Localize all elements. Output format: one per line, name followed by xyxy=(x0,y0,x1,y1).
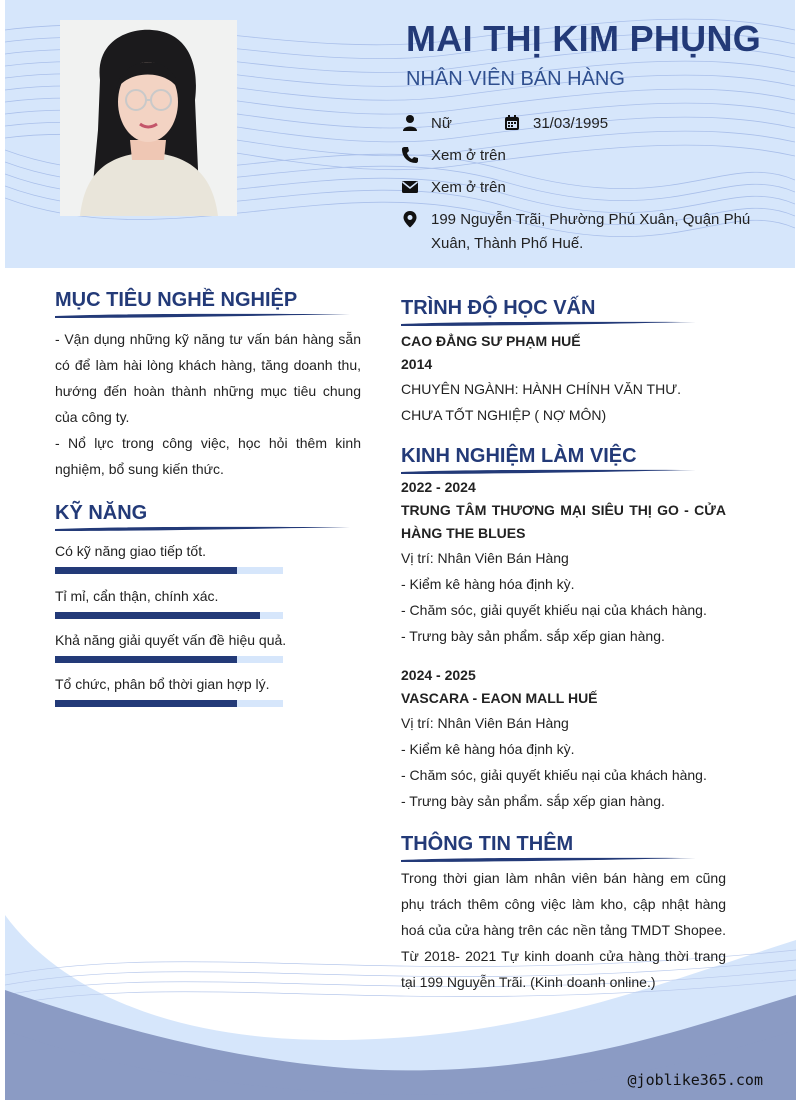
job-position: Vị trí: Nhân Viên Bán Hàng xyxy=(401,715,569,731)
experience-underline xyxy=(401,467,696,475)
phone-row xyxy=(401,144,651,168)
skill-bar-fill xyxy=(55,700,237,707)
job-position: Vị trí: Nhân Viên Bán Hàng xyxy=(401,550,569,566)
job-company: VASCARA - EAON MALL HUẾ xyxy=(401,690,598,706)
additional-underline xyxy=(401,855,696,863)
objective-text xyxy=(55,326,361,482)
skill-bar xyxy=(55,656,283,663)
skill-item xyxy=(55,543,295,559)
job-duty: - Trưng bày sản phẩm. sắp xếp gian hàng. xyxy=(401,628,665,644)
objective-paragraph-1: - Vận dụng những kỹ năng tư vấn bán hàng sẵn có để làm hài lòng khách hàng, tăng doanh thu, hướng đến hoàn thành những mục tiêu chung của công ty. xyxy=(55,331,361,425)
candidate-name: MAI THỊ KIM PHỤNG xyxy=(406,18,762,59)
email-row xyxy=(401,176,651,200)
experience-heading: KINH NGHIỆM LÀM VIỆC xyxy=(401,445,637,467)
skill-bar-fill xyxy=(55,656,237,663)
skills-underline xyxy=(55,524,350,532)
candidate-job-title: NHÂN VIÊN BÁN HÀNG xyxy=(406,68,625,90)
skill-bar xyxy=(55,567,283,574)
education-heading: TRÌNH ĐỘ HỌC VẤN xyxy=(401,297,596,319)
additional-text: Trong thời gian làm nhân viên bán hàng em cũng phụ trách thêm công việc làm kho, cập nhật hàng hoá của cửa hàng trên các nền tảng TMDT Shopee. Từ 2018- 2021 Tự kinh doanh cửa hàng thời trang tại 199 Nguyễn Trãi. (Kinh doanh online.) xyxy=(401,870,726,990)
skill-item xyxy=(55,676,295,692)
objective-heading: MỤC TIÊU NGHỀ NGHIỆP xyxy=(55,289,298,311)
birthday-row xyxy=(503,112,643,136)
address-value xyxy=(431,208,776,256)
profile-photo xyxy=(60,20,237,216)
skills-heading: KỸ NĂNG xyxy=(55,502,148,524)
job-duty: - Kiểm kê hàng hóa định kỳ. xyxy=(401,576,575,592)
skill-label: Khả năng giải quyết vấn đề hiệu quả. xyxy=(55,632,287,648)
skill-label: Có kỹ năng giao tiếp tốt. xyxy=(55,543,206,559)
education-year: 2014 xyxy=(401,356,433,372)
watermark: @joblike365.com xyxy=(627,1071,763,1089)
education-underline xyxy=(401,319,696,327)
skill-bar-fill xyxy=(55,612,260,619)
address-line-2: Xuân, Thành Phố Huế. xyxy=(431,235,584,252)
skill-item xyxy=(55,588,295,604)
job-company: TRUNG TÂM THƯƠNG MẠI SIÊU THỊ GO - CỬA HÀNG THE BLUES xyxy=(401,502,726,541)
job-duty: - Chăm sóc, giải quyết khiếu nại của khách hàng. xyxy=(401,767,707,783)
gender-row xyxy=(401,112,511,136)
birthday-value: 31/03/1995 xyxy=(533,115,609,132)
job-duty: - Chăm sóc, giải quyết khiếu nại của khách hàng. xyxy=(401,602,707,618)
education-block xyxy=(401,330,731,428)
email-value: Xem ở trên xyxy=(431,179,506,196)
skill-label: Tỉ mỉ, cẩn thận, chính xác. xyxy=(55,588,219,604)
job-duty: - Trưng bày sản phẩm. sắp xếp gian hàng. xyxy=(401,793,665,809)
skill-bar-fill xyxy=(55,567,237,574)
objective-underline xyxy=(55,311,350,319)
experience-item xyxy=(401,476,726,649)
job-period: 2024 - 2025 xyxy=(401,667,476,683)
education-school: CAO ĐẲNG SƯ PHẠM HUẾ xyxy=(401,333,581,349)
address-row xyxy=(401,208,781,258)
calendar-icon xyxy=(503,114,521,132)
map-pin-icon xyxy=(401,210,419,228)
skill-bar xyxy=(55,700,283,707)
experience-item xyxy=(401,664,726,814)
education-major: CHUYÊN NGÀNH: HÀNH CHÍNH VĂN THƯ. xyxy=(401,381,682,397)
address-line-1: 199 Nguyễn Trãi, Phường Phú Xuân, Quận Phú xyxy=(431,211,751,228)
objective-paragraph-2: - Nổ lực trong công việc, học hỏi thêm kinh nghiệm, bổ sung kiến thức. xyxy=(55,435,361,477)
phone-value: Xem ở trên xyxy=(431,147,506,164)
skill-item xyxy=(55,632,295,648)
additional-heading: THÔNG TIN THÊM xyxy=(401,833,574,855)
phone-icon xyxy=(401,146,419,164)
job-duty: - Kiểm kê hàng hóa định kỳ. xyxy=(401,741,575,757)
gender-value: Nữ xyxy=(431,115,452,132)
skill-label: Tổ chức, phân bổ thời gian hợp lý. xyxy=(55,676,270,692)
education-status: CHƯA TỐT NGHIỆP ( NỢ MÔN) xyxy=(401,407,607,423)
user-icon xyxy=(401,114,419,132)
envelope-icon xyxy=(401,178,419,196)
skill-bar xyxy=(55,612,283,619)
job-period: 2022 - 2024 xyxy=(401,479,476,495)
